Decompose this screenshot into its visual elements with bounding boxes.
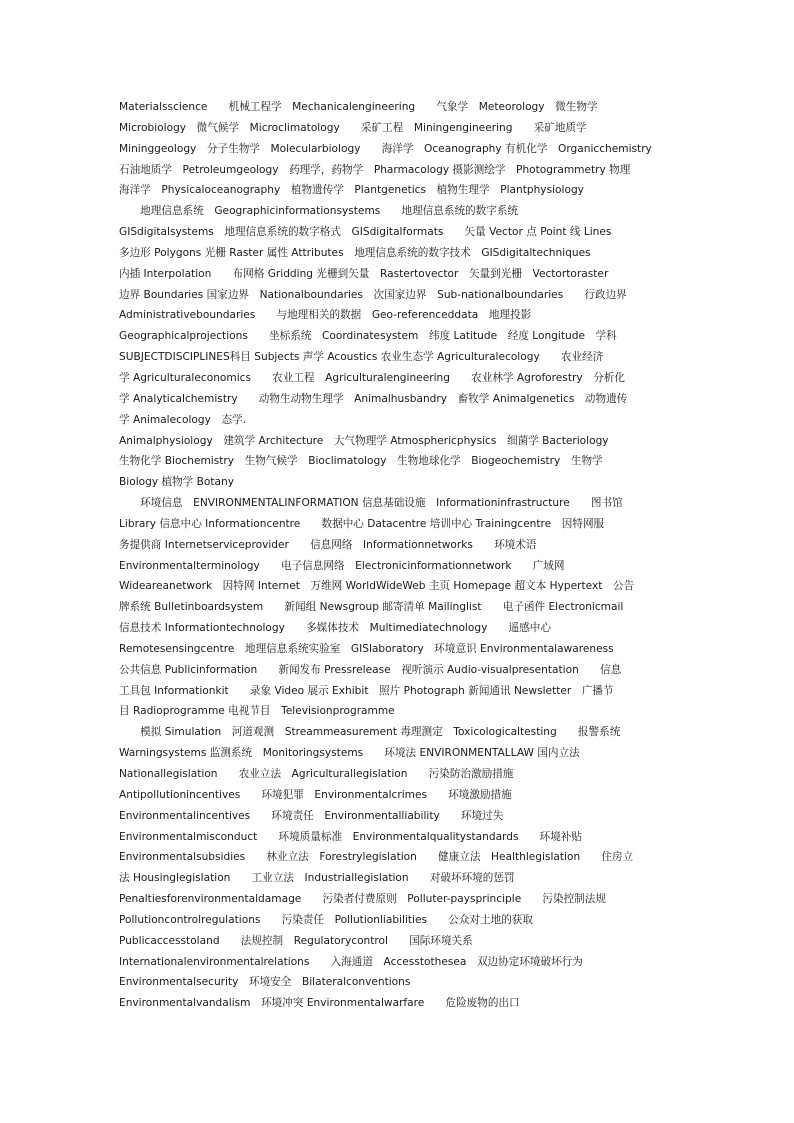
text-line: 海洋学 Physicaloceanography 植物遗传学 Plantgenetics 植物生理学 Plantphysiology xyxy=(119,184,584,197)
glossary-text-block xyxy=(119,97,671,1014)
text-line: Microbiology 微气候学 Microclimatology 采矿工程 Miningengineering 采矿地质学 xyxy=(119,121,587,134)
text-line: 目 Radioprogramme 电视节目 Televisionprogramme xyxy=(119,705,395,718)
text-line: Environmentalsecurity 环境安全 Bilateralconventions xyxy=(119,976,411,989)
text-line: Environmentalsubsidies 林业立法 Forestrylegislation 健康立法 Healthlegislation 住房立 xyxy=(119,851,634,864)
text-line: Geographicalprojections 坐标系统 Coordinatesystem 纬度 Latitude 经度 Longitude 学科 xyxy=(119,330,617,343)
text-line: Administrativeboundaries 与地理相关的数据 Geo-referenceddata 地理投影 xyxy=(119,309,532,322)
text-line: Environmentalterminology 电子信息网络 Electronicinformationnetwork 广域网 xyxy=(119,559,565,572)
text-line: 地理信息系统 Geographicinformationsystems 地理信息系统的数字系统 xyxy=(119,205,519,218)
text-line: 边界 Boundaries 国家边界 Nationalboundaries 次国家边界 Sub-nationalboundaries 行政边界 xyxy=(119,288,627,301)
text-line: Nationallegislation 农业立法 Agriculturallegislation 污染防治激励措施 xyxy=(119,768,514,780)
text-line: Pollutioncontrolregulations 污染责任 Pollutionliabilities 公众对土地的获取 xyxy=(119,913,533,926)
text-line: Library 信息中心 Informationcentre 数据中心 Datacentre 培训中心 Trainingcentre 因特网服 xyxy=(119,517,605,530)
text-line: Internationalenvironmentalrelations 入海通道 Accesstothesea 双边协定环境破坏行为 xyxy=(119,955,583,968)
text-line: Penaltiesforenvironmentaldamage 污染者付费原则 Polluter-paysprinciple 污染控制法规 xyxy=(119,893,606,906)
text-line: 多边形 Polygons 光栅 Raster 属性 Attributes 地理信息系统的数字技术 GISdigitaltechniques xyxy=(119,246,591,259)
text-line: Mininggeology 分子生物学 Molecularbiology 海洋学 Oceanography 有机化学 Organicchemistry xyxy=(119,142,652,155)
text-line: Environmentalmisconduct 环境质量标准 Environmentalqualitystandards 环境补贴 xyxy=(119,830,583,843)
text-line: GISdigitalsystems 地理信息系统的数字格式 GISdigitalformats 矢量 Vector 点 Point 线 Lines xyxy=(119,226,612,239)
text-line: Materialsscience 机械工程学 Mechanicalengineering 气象学 Meteorology 微生物学 xyxy=(119,101,598,113)
text-line: 信息技术 Informationtechnology 多媒体技术 Multimediatechnology 遥感中心 xyxy=(119,622,551,635)
text-line: 生物化学 Biochemistry 生物气候学 Bioclimatology 生物地球化学 Biogeochemistry 生物学 xyxy=(119,455,603,468)
text-line: 环境信息 ENVIRONMENTALINFORMATION 信息基础设施 Informationinfrastructure 图书馆 xyxy=(119,497,623,510)
text-line: 石油地质学 Petroleumgeology 药理学，药物学 Pharmacology 摄影测绘学 Photogrammetry 物理 xyxy=(119,163,631,176)
text-line: 务提供商 Internetserviceprovider 信息网络 Informationnetworks 环境术语 xyxy=(119,538,537,551)
text-line: 学 Agriculturaleconomics 农业工程 Agriculturalengineering 农业林学 Agroforestry 分析化 xyxy=(119,371,625,384)
text-line: Warningsystems 监测系统 Monitoringsystems 环境法 ENVIRONMENTALLAW 国内立法 xyxy=(119,747,580,760)
text-line: 法 Housinglegislation 工业立法 Industriallegislation 对破坏环境的惩罚 xyxy=(119,872,515,885)
text-line: SUBJECTDISCIPLINES科目 Subjects 声学 Acoustics 农业生态学 Agriculturalecology 农业经济 xyxy=(119,351,604,364)
text-line: 工具包 Informationkit 录象 Video 展示 Exhibit 照片 Photograph 新闻通讯 Newsletter 广播节 xyxy=(119,684,614,697)
text-line: Wideareanetwork 因特网 Internet 万维网 WorldWideWeb 主页 Homepage 超文本 Hypertext 公告 xyxy=(119,580,635,593)
text-line: 模拟 Simulation 河道观测 Streammeasurement 毒理测定 Toxicologicaltesting 报警系统 xyxy=(119,726,621,739)
text-line: 公共信息 Publicinformation 新闻发布 Pressrelease 视听演示 Audio-visualpresentation 信息 xyxy=(119,663,622,676)
text-line: Publicaccesstoland 法规控制 Regulatorycontrol 国际环境关系 xyxy=(119,934,473,947)
text-line: 学 Animalecology 态学. xyxy=(119,413,247,426)
text-line: Biology 植物学 Botany xyxy=(119,476,235,489)
text-line: Animalphysiology 建筑学 Architecture 大气物理学 Atmosphericphysics 细菌学 Bacteriology xyxy=(119,434,609,447)
text-line: 内插 Interpolation 布网格 Gridding 光栅到矢量 Rastertovector 矢量到光栅 Vectortoraster xyxy=(119,267,609,280)
text-line: Environmentalincentives 环境责任 Environmentalliability 环境过失 xyxy=(119,809,504,822)
text-line: 学 Analyticalchemistry 动物生动物生理学 Animalhusbandry 畜牧学 Animalgenetics 动物遗传 xyxy=(119,392,628,405)
text-line: Remotesensingcentre 地理信息系统实验室 GISlaboratory 环境意识 Environmentalawareness xyxy=(119,642,614,655)
text-line: 牌系统 Bulletinboardsystem 新闻组 Newsgroup 邮寄清单 Mailinglist 电子函件 Electronicmail xyxy=(119,601,624,614)
text-line: Environmentalvandalism 环境冲突 Environmentalwarfare 危险废物的出口 xyxy=(119,997,520,1010)
text-line: Antipollutionincentives 环境犯罪 Environmentalcrimes 环境激励措施 xyxy=(119,788,512,801)
